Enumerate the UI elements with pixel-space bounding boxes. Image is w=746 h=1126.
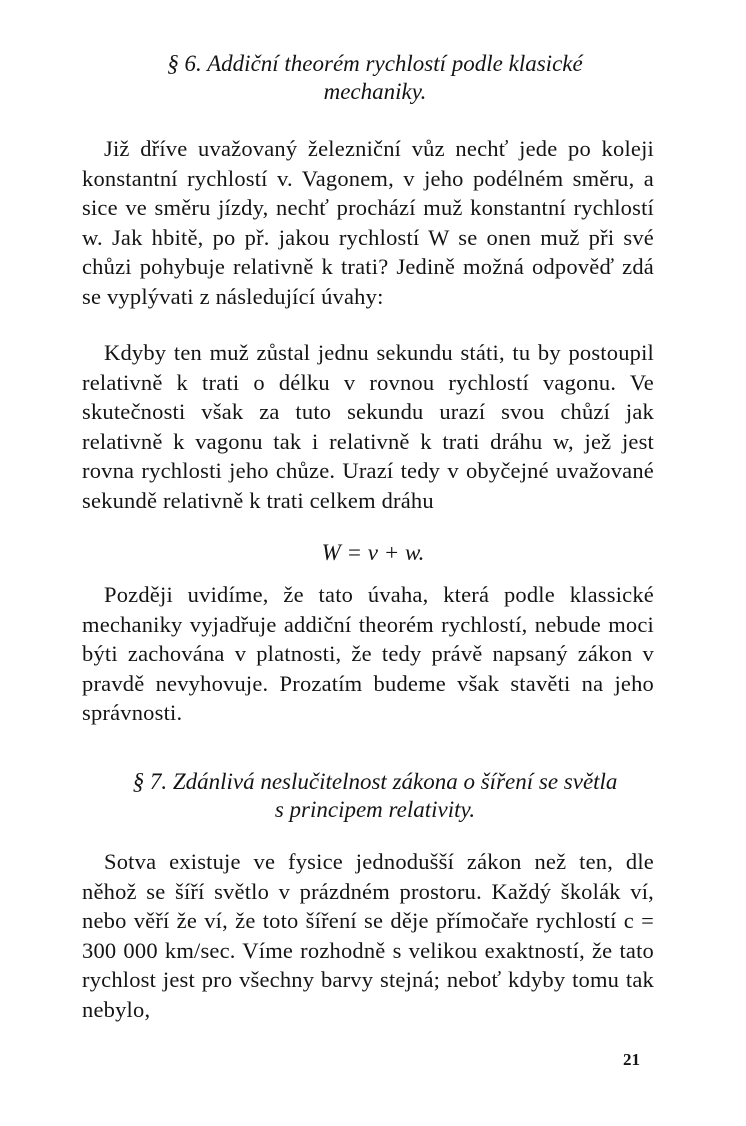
page-number: 21 bbox=[623, 1050, 640, 1069]
section-6-paragraph-2: Kdyby ten muž zůstal jednu sekundu státi, tu by postoupil relativně k trati o délku v rovnou rychlostí vagonu. Ve skutečnosti však za tuto sekundu urazí svou chůzí jak relativně k vagonu tak i relativně k trati dráhu w, jež jest rovna rychlosti jeho chůze. Urazí tedy v obyčejné uvažované sekundě relativně k trati celkem dráhu bbox=[82, 340, 654, 513]
section-6-heading-line2: mechaniky. bbox=[323, 79, 427, 104]
section-7-heading-line2: s principem relativity. bbox=[274, 797, 476, 822]
section-6-heading bbox=[80, 50, 670, 106]
velocity-addition-formula: W = v + w. bbox=[321, 540, 425, 565]
section-6-paragraph-3: Později uvidíme, že tato úvaha, která podle klassické mechaniky vyjadřuje addiční theorém rychlostí, nebude moci býti zachována v platnosti, že tedy právě napsaný zákon v pravdě nevyhovuje. Prozatím budeme však stavěti na jeho správnosti. bbox=[82, 582, 654, 725]
section-7-heading-line1: § 7. Zdánlivá neslučitelnost zákona o šíření se světla bbox=[132, 769, 618, 794]
section-7-paragraph-1: Sotva existuje ve fysice jednodušší zákon než ten, dle něhož se šíří světlo v prázdném prostoru. Každý školák ví, nebo věří že ví, že toto šíření se děje přímočaře rychlostí c = 300 000 km/sec. Víme rozhodně s velikou exaktností, že tato rychlost jest pro všechny barvy stejná; neboť kdyby tomu tak nebylo, bbox=[82, 849, 654, 1022]
section-7-heading bbox=[80, 768, 670, 824]
section-6-paragraph-1: Již dříve uvažovaný železniční vůz nechť jede po koleji konstantní rychlostí v. Vagonem, v jeho podélném směru, a sice ve směru jízdy, nechť prochází muž konstantní rychlostí w. Jak hbitě, po př. jakou rychlostí W se onen muž při své chůzi pohybuje relativně k trati? Jedině možná odpověď zdá se vyplývati z následující úvahy: bbox=[82, 136, 654, 309]
section-6-heading-line1: § 6. Addiční theorém rychlostí podle klasické bbox=[167, 51, 583, 76]
